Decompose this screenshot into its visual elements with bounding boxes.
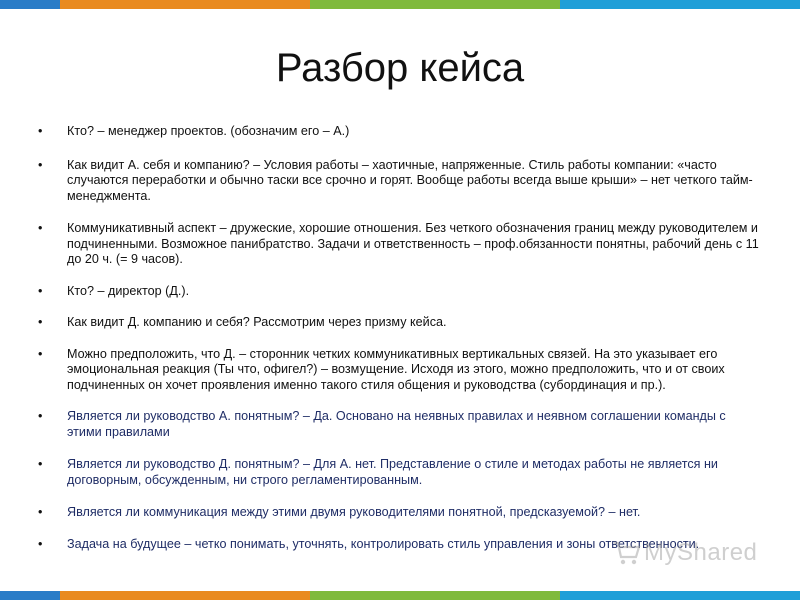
watermark	[612, 539, 757, 567]
bullet-dot: •	[38, 283, 43, 298]
bar-segment	[560, 591, 800, 600]
slide-title: Разбор кейса	[275, 46, 525, 90]
bullet-dot: •	[38, 315, 43, 329]
bar-segment	[0, 0, 60, 9]
cart-icon	[612, 539, 642, 567]
bullet-dot: •	[38, 536, 43, 551]
bullet-text: Кто? – директор (Д.).	[67, 283, 190, 298]
bullet-dot: •	[38, 409, 43, 423]
bar-segment	[60, 0, 310, 9]
bullet-text: Можно предположить, что Д. – сторонник четких коммуникативных вертикальных связей. На это указывает его эмоциональная реакция (Ты что, офигел?) – возмущение. Исходя из этого, можно предположить, что и от своих подчиненных он хочет проявления именно такого стиля общения и руководства (субординация и пр.).	[67, 346, 725, 392]
bullet-text: Как видит Д. компанию и себя? Рассмотрим через призму кейса.	[67, 315, 447, 329]
bullet-item	[38, 284, 763, 300]
bullet-item	[38, 457, 763, 488]
bullet-dot: •	[38, 346, 43, 361]
bar-segment	[60, 591, 310, 600]
bullet-item	[38, 221, 763, 268]
bullet-text: Является ли коммуникация между этими двумя руководителями понятной, предсказуемой? – нет.	[67, 505, 641, 519]
watermark-text: MyShared	[644, 539, 758, 566]
bullet-dot: •	[38, 505, 43, 519]
bullet-item	[38, 409, 763, 440]
bar-segment	[0, 591, 60, 600]
bullet-item	[38, 124, 763, 140]
bullet-dot: •	[38, 457, 43, 471]
bullet-dot: •	[38, 124, 43, 138]
bottom-accent-bar	[0, 591, 800, 600]
bar-segment	[310, 591, 560, 600]
bullet-text: Является ли руководство Д. понятным? – Для А. нет. Представление о стиле и методах работы не является ни договорным, обсужденным, ни строго регламентированным.	[67, 457, 718, 487]
bullet-item	[38, 347, 763, 394]
bullet-text: Является ли руководство А. понятным? – Да. Основано на неявных правилах и неявном соглашении команды с этими правилами	[67, 409, 726, 439]
bullet-item	[38, 505, 763, 521]
bar-segment	[310, 0, 560, 9]
bullet-item	[38, 315, 763, 331]
bullet-text: Кто? – менеджер проектов. (обозначим его – А.)	[67, 124, 350, 138]
bullet-dot: •	[38, 157, 43, 172]
bullet-text: Задача на будущее – четко понимать, уточнять, контролировать стиль управления и зоны ответственности.	[67, 536, 700, 551]
bullet-item	[38, 158, 763, 205]
top-accent-bar	[0, 0, 800, 9]
bullet-text: Как видит А. себя и компанию? – Условия работы – хаотичные, напряженные. Стиль работы компании: «часто случаются переработки и обычно таски все срочно и горят. Вообще работы всегда выше крыши» – нет четкого тайм-менеджмента.	[67, 157, 753, 203]
bullet-dot: •	[38, 221, 43, 235]
bullet-text: Коммуникативный аспект – дружеские, хорошие отношения. Без четкого обозначения границ между руководителем и подчиненными. Возможное панибратство. Задачи и ответственность – проф.обязанности понятны, рабочий день с 11 до 20 ч. (= 9 часов).	[67, 221, 759, 266]
bar-segment	[560, 0, 800, 9]
bullet-list	[38, 124, 763, 552]
